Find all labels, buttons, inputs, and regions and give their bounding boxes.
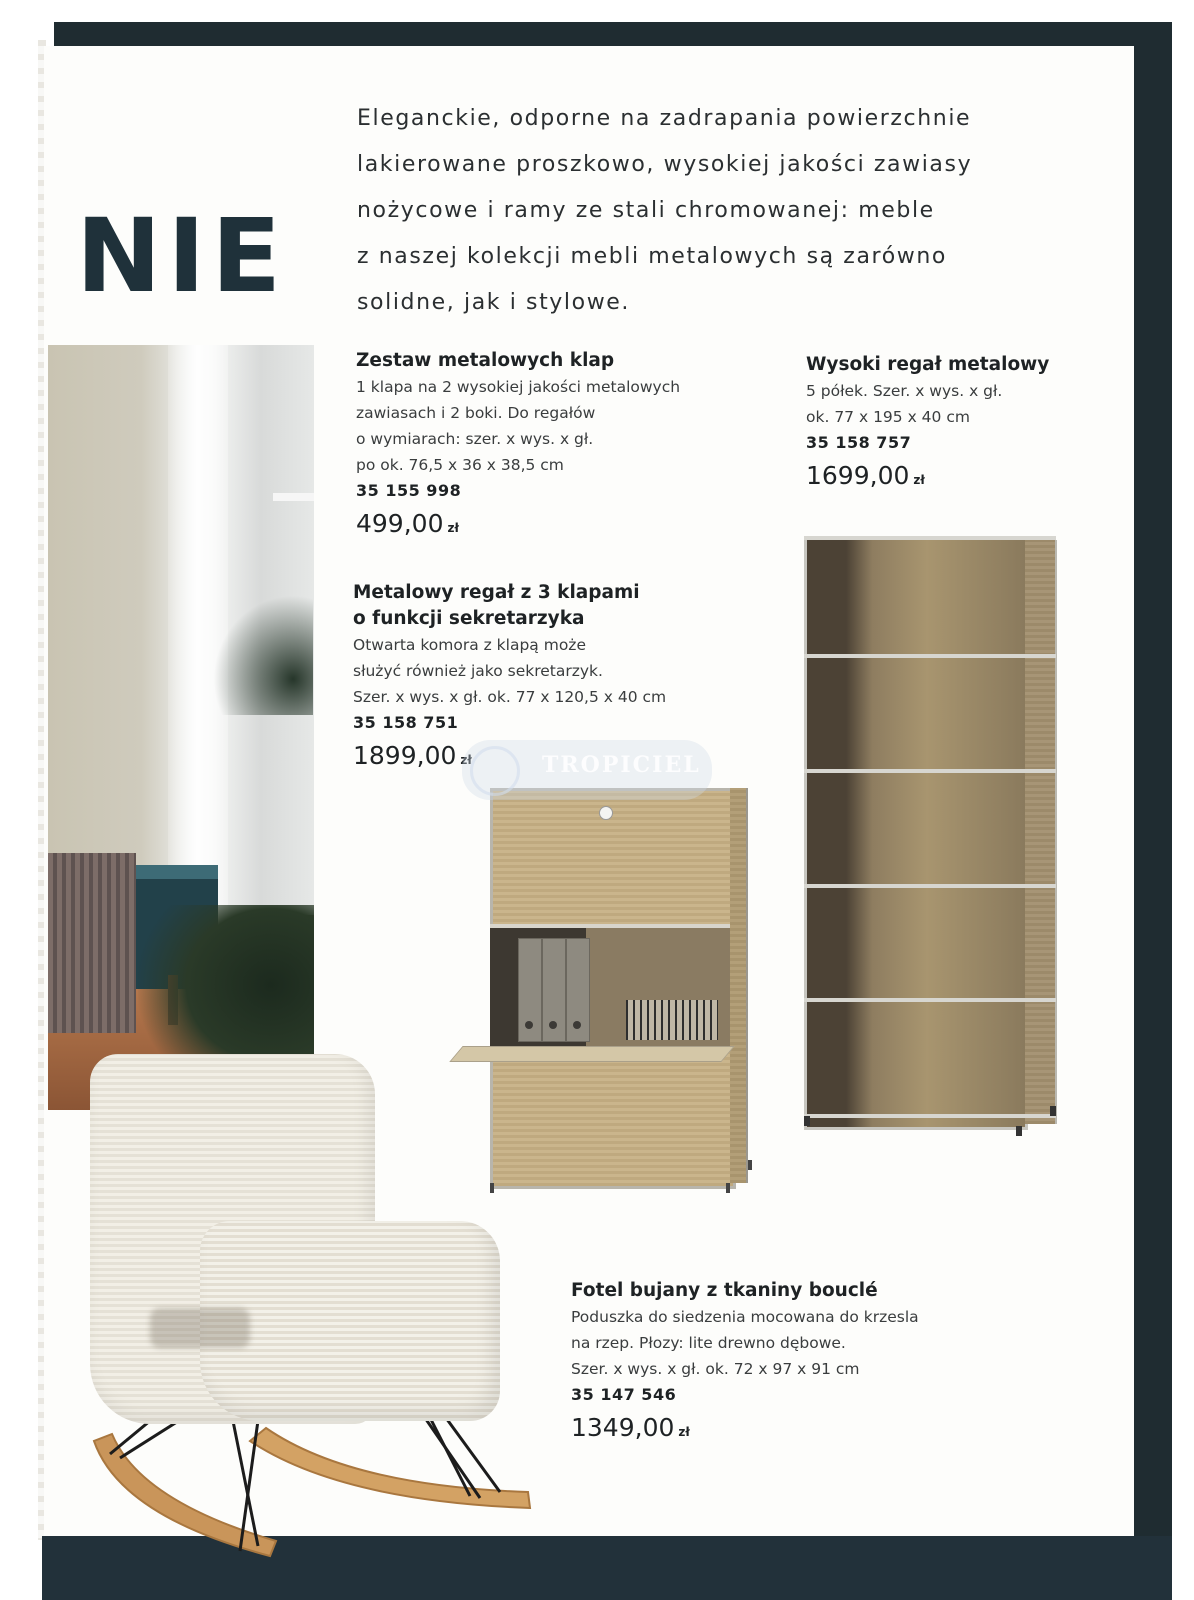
frame-right-band: [1134, 22, 1172, 1600]
watermark-text: TROPICIEL: [542, 752, 701, 778]
watermark: [462, 740, 712, 800]
shelf-board: [804, 536, 1056, 540]
intro-line: nożycowe i ramy ze stali chromowanej: meble: [357, 198, 935, 223]
shelf-foot: [1016, 1126, 1022, 1136]
product-description: na rzep. Płozy: lite drewno dębowe.: [571, 1334, 846, 1352]
shelf-foot: [1050, 1106, 1056, 1116]
cabinet-side: [730, 788, 748, 1183]
tall-shelf-image: [800, 536, 1062, 1146]
product-price: [571, 1410, 919, 1450]
shelf-board: [804, 998, 1056, 1002]
product-price: [806, 458, 1049, 498]
product-boucle-rocking-chair: [571, 1278, 919, 1450]
shelf-board: [804, 884, 1056, 888]
window-frame: [273, 493, 314, 501]
product-title: Metalowy regał z 3 klapami: [353, 582, 640, 603]
watermark-logo-icon: [470, 746, 520, 796]
price-currency: zł: [678, 1425, 690, 1439]
binder: [542, 938, 566, 1042]
rocking-chair-image: [80, 1046, 550, 1566]
price-currency: zł: [913, 473, 925, 487]
price-value: 1899,00: [353, 741, 457, 770]
product-sku: 35 147 546: [571, 1385, 677, 1404]
product-description: o wymiarach: szer. x wys. x gł.: [356, 430, 594, 448]
section-heading: NIE: [76, 197, 287, 316]
product-description: Szer. x wys. x gł. ok. 72 x 97 x 91 cm: [571, 1360, 860, 1378]
product-title: Wysoki regał metalowy: [806, 354, 1050, 375]
product-description: zawiasach i 2 boki. Do regałów: [356, 404, 596, 422]
plant-branch: [213, 595, 313, 715]
shelf-board: [804, 654, 1056, 658]
product-sku: 35 155 998: [356, 481, 462, 500]
cabinet-lock-knob: [599, 806, 613, 820]
product-sku: 35 158 757: [806, 433, 912, 452]
frame-top-band: [54, 22, 1172, 46]
intro-line: Eleganckie, odporne na zadrapania powierzchnie: [357, 106, 972, 131]
price-value: 1699,00: [806, 461, 910, 490]
shelf-body: [804, 536, 1028, 1130]
product-description: Otwarta komora z klapą może: [353, 636, 586, 654]
product-description: służyć również jako sekretarzyk.: [353, 662, 603, 680]
product-description: Poduszka do siedzenia mocowana do krzesla: [571, 1308, 919, 1326]
product-metal-flaps-set: [356, 348, 680, 546]
product-sku: 35 158 751: [353, 713, 459, 732]
intro-line: solidne, jak i stylowe.: [357, 290, 631, 315]
shelf-board: [804, 1114, 1056, 1118]
shelf-side: [1025, 540, 1057, 1124]
product-title: Fotel bujany z tkaniny bouclé: [571, 1280, 878, 1301]
binder: [518, 938, 542, 1042]
price-currency: zł: [447, 521, 459, 535]
product-title: o funkcji sekretarzyka: [353, 608, 585, 629]
product-description: 1 klapa na 2 wysokiej jakości metalowych: [356, 378, 681, 396]
intro-line: z naszej kolekcji mebli metalowych są zarówno: [357, 244, 947, 269]
shelf-board: [804, 769, 1056, 773]
cabinet-foot: [726, 1183, 730, 1193]
interior-photo: [48, 345, 314, 1110]
shelf-foot: [804, 1116, 810, 1126]
wire-tray: [626, 1000, 718, 1040]
price-currency: zł: [460, 753, 472, 767]
knit-throw-blanket: [48, 853, 136, 1033]
binder: [566, 938, 590, 1042]
chair-armrest-shadow: [150, 1308, 250, 1348]
product-price: [356, 506, 680, 546]
intro-line: lakierowane proszkowo, wysokiej jakości zawiasy: [357, 152, 973, 177]
product-description: 5 półek. Szer. x wys. x gł.: [806, 382, 1003, 400]
product-title: Zestaw metalowych klap: [356, 350, 615, 371]
product-description: po ok. 76,5 x 36 x 38,5 cm: [356, 456, 564, 474]
price-value: 1349,00: [571, 1413, 675, 1442]
price-value: 499,00: [356, 509, 444, 538]
intro-paragraph: [357, 96, 1137, 326]
product-description: ok. 77 x 195 x 40 cm: [806, 408, 970, 426]
product-description: Szer. x wys. x gł. ok. 77 x 120,5 x 40 cm: [353, 688, 667, 706]
product-tall-metal-shelf: [806, 352, 1049, 498]
cabinet-foot: [748, 1160, 752, 1170]
